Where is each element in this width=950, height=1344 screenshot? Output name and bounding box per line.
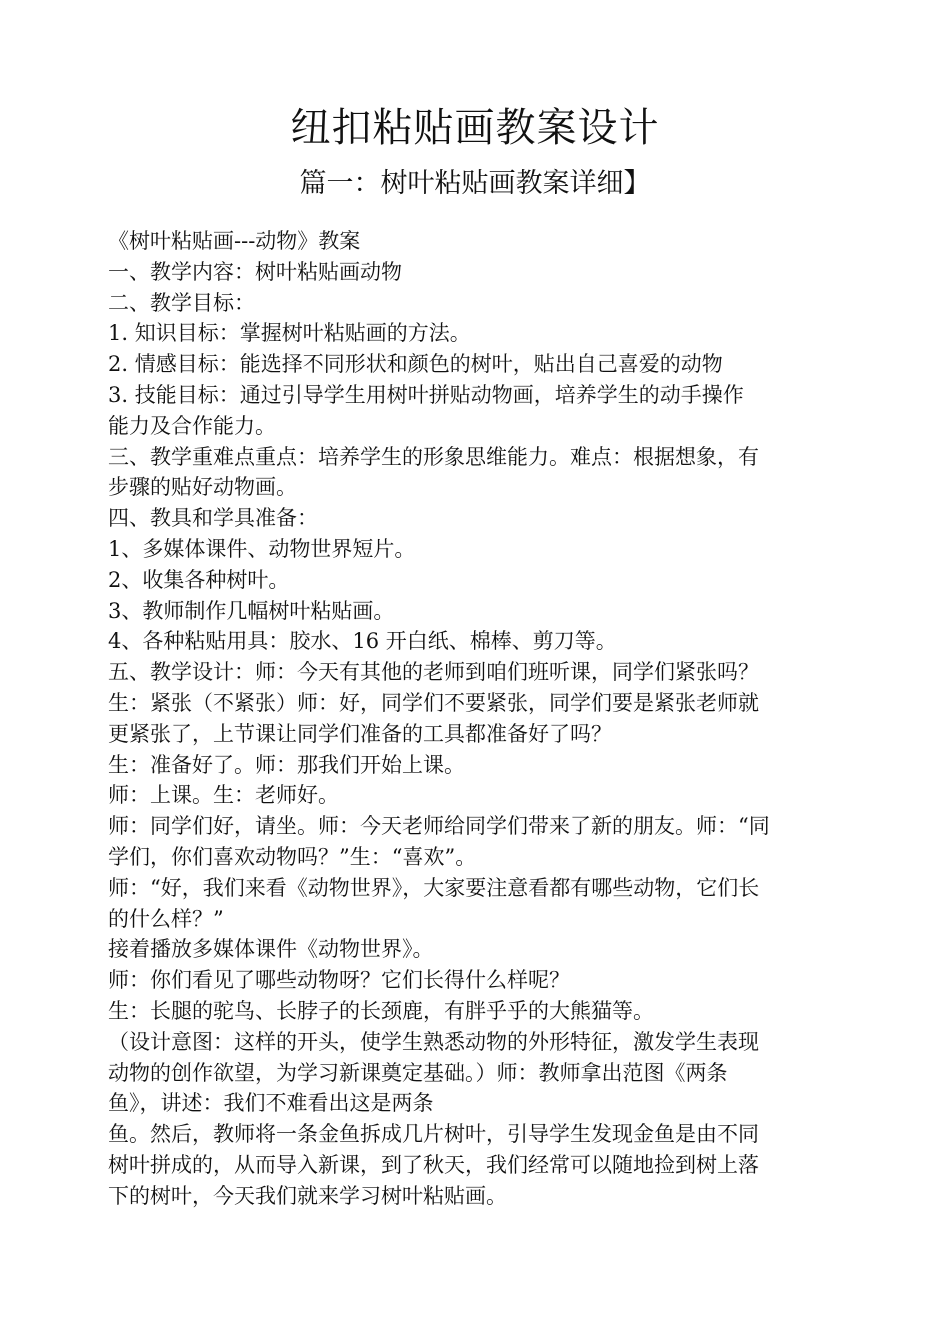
body-line: 1、多媒体课件、动物世界短片。 bbox=[108, 536, 416, 561]
body-line: 下的树叶，今天我们就来学习树叶粘贴画。 bbox=[108, 1183, 507, 1208]
body-line: 2. 情感目标：能选择不同形状和颜色的树叶，贴出自己喜爱的动物 bbox=[108, 352, 723, 377]
document-body bbox=[108, 226, 848, 1212]
body-line: 三、教学重难点重点：培养学生的形象思维能力。难点：根据想象，有 bbox=[108, 444, 759, 469]
body-line: 步骤的贴好动物画。 bbox=[108, 475, 297, 500]
body-line: 生：紧张（不紧张）师：好，同学们不要紧张，同学们要是紧张老师就 bbox=[108, 690, 759, 715]
body-line: 四、教具和学具准备： bbox=[108, 506, 318, 531]
body-line: 鱼》，讲述：我们不难看出这是两条 bbox=[108, 1091, 434, 1116]
body-line: 2、收集各种树叶。 bbox=[108, 567, 290, 592]
body-line: 鱼。然后，教师将一条金鱼拆成几片树叶，引导学生发现金鱼是由不同 bbox=[108, 1122, 759, 1147]
body-line: 能力及合作能力。 bbox=[108, 413, 276, 438]
body-line: 师：你们看见了哪些动物呀？它们长得什么样呢？ bbox=[108, 968, 570, 993]
body-line: 的什么样？” bbox=[108, 906, 224, 931]
body-line: 动物的创作欲望，为学习新课奠定基础。）师：教师拿出范图《两条 bbox=[108, 1060, 728, 1085]
body-line: 二、教学目标： bbox=[108, 290, 255, 315]
body-line: 更紧张了，上节课让同学们准备的工具都准备好了吗？ bbox=[108, 721, 612, 746]
body-line: 3. 技能目标：通过引导学生用树叶拼贴动物画，培养学生的动手操作 bbox=[108, 382, 744, 407]
body-line: 师：“好，我们来看《动物世界》，大家要注意看都有哪些动物，它们长 bbox=[108, 875, 760, 900]
body-line: 一、教学内容：树叶粘贴画动物 bbox=[108, 259, 402, 284]
body-line: 师：同学们好，请坐。师：今天老师给同学们带来了新的朋友。师：“同 bbox=[108, 814, 770, 839]
body-line: 4、各种粘贴用具：胶水、16 开白纸、棉棒、剪刀等。 bbox=[108, 629, 617, 654]
body-line: 学们，你们喜欢动物吗？”生：“喜欢”。 bbox=[108, 844, 477, 869]
body-line: 树叶拼成的，从而导入新课，到了秋天，我们经常可以随地捡到树上落 bbox=[108, 1152, 759, 1177]
body-line: 接着播放多媒体课件《动物世界》。 bbox=[108, 937, 434, 962]
body-line: 师：上课。生：老师好。 bbox=[108, 783, 339, 808]
body-line: （设计意图：这样的开头，使学生熟悉动物的外形特征，激发学生表现 bbox=[108, 1029, 759, 1054]
body-line: 3、教师制作几幅树叶粘贴画。 bbox=[108, 598, 395, 623]
body-line: 生：长腿的驼鸟、长脖子的长颈鹿，有胖乎乎的大熊猫等。 bbox=[108, 998, 654, 1023]
body-line: 生：准备好了。师：那我们开始上课。 bbox=[108, 752, 465, 777]
document-subtitle: 篇一：树叶粘贴画教案详细】 bbox=[299, 168, 651, 199]
body-line: 五、教学设计：师：今天有其他的老师到咱们班听课，同学们紧张吗？ bbox=[108, 660, 759, 685]
body-line: 《树叶粘贴画---动物》教案 bbox=[108, 229, 361, 253]
body-line: 1. 知识目标：掌握树叶粘贴画的方法。 bbox=[108, 321, 471, 346]
document-title: 纽扣粘贴画教案设计 bbox=[290, 105, 660, 151]
